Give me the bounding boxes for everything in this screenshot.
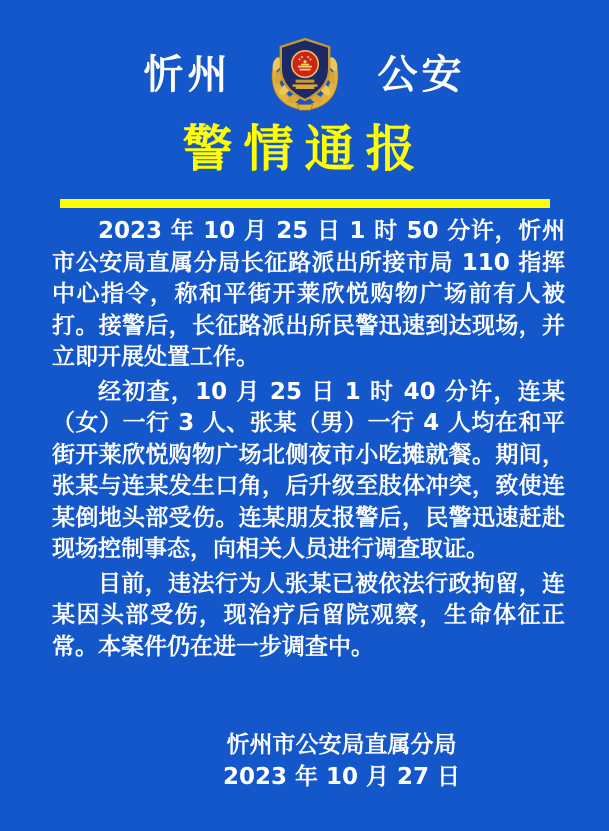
issue-date: 2023 年 10 月 27 日 (222, 763, 461, 790)
notice-title: 警情通报 (182, 120, 427, 178)
header-right-title: 公安 (377, 52, 466, 98)
signature-block (0, 730, 609, 793)
notice-body (0, 216, 609, 663)
issuer-name: 忻州市公安局直属分局 (226, 732, 457, 758)
header-left-title: 忻州 (143, 52, 232, 98)
notice-paragraph: 目前，违法行为人张某已被依法行政拘留，连某因头部受伤，现治疗后留院观察，生命体征正常。本案件仍在进一步调查中。 (52, 570, 565, 660)
title-divider (60, 199, 550, 208)
police-badge-icon (266, 36, 344, 114)
notice-paragraph: 2023 年 10 月 25 日 1 时 50 分许，忻州市公安局直属分局长征路派出所接市局 110 指挥中心指令，称和平街开莱欣悦购物广场前有人被打。接警后，长征路派出所民警迅速到达现场，并立即开展处置工作。 (52, 218, 565, 370)
header (0, 0, 609, 114)
notice-paragraph: 经初查，10 月 25 日 1 时 40 分许，连某（女）一行 3 人、张某（男）一行 4 人均在和平街开莱欣悦购物广场北侧夜市小吃摊就餐。期间，张某与连某发生口角，后升级至肢体冲突，致使连某倒地头部受伤。连某朋友报警后，民警迅速赶赴现场控制事态，向相关人员进行调查取证。 (52, 378, 565, 562)
